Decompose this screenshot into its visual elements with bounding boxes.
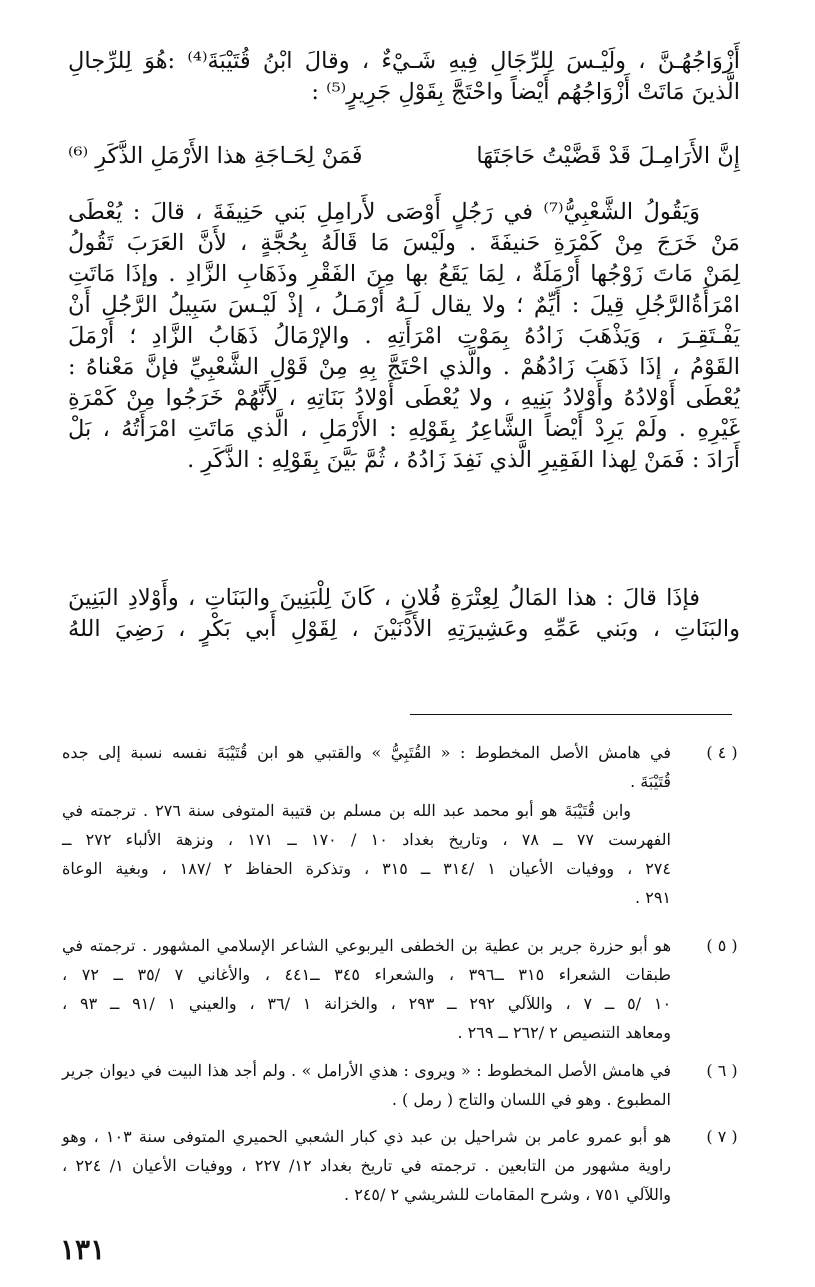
footnote-line: ٢٧٤ ، ووفيات الأعيان ١ /٣١٤ ــ ٣١٥ ، وتذكرة الحفاظ ٢ /١٨٧ ، وبغية الوعاة <box>62 859 671 878</box>
text-line: وَيَقُولُ الشَّعْبِيُّ⁽⁷⁾ في رَجُلٍ أَوْصَى لأَرامِلِ بَني حَنِيفَةَ ، قالَ : يُعْطَى <box>68 199 700 225</box>
footnote-line: وابن قُتَيْبَةَ هو أبو محمد عبد الله بن مسلم بن قتيبة المتوفى سنة ٢٧٦ . ترجمته في <box>62 801 631 820</box>
footnote-number: ( ٧ ) <box>706 1127 738 1146</box>
text-line: غَيْرِهِ . ولَمْ يَرِدْ أَيْضاً الشَّاعِرُ بِقَوْلِهِ : الأَرْمَلِ ، الَّذي مَاتَتِ امْرَأَتُهُ ، بَلْ <box>68 416 740 442</box>
footnote-line: في هامش الأصل المخطوط : « القُتَبِيُّ » والقتبي هو ابن قُتَيْبَةَ نفسه نسبة إلى جده <box>62 743 671 762</box>
text-line: أَزْوَاجُهُـنَّ ، ولَيْـسَ لِلرِّجَالِ فِيهِ شَـيْءٌ ، وقالَ ابْنُ قُتَيْبَةَ⁽⁴⁾ :هُوَ لِلرِّجالِ <box>68 48 741 74</box>
poetry-verse <box>68 139 740 173</box>
verse-first-hemistich: إِنَّ الأَرَامِـلَ قَدْ قَضَّيْتُ حَاجَتَهَا <box>476 143 740 169</box>
footnote-line: راوية مشهور من التابعين . ترجمته في تاريخ بغداد ١٢/ ٢٢٧ ، ووفيات الأعيان ١/ ٢٢٤ ، <box>62 1156 671 1175</box>
footnote-body <box>62 931 671 1047</box>
verse-second-hemistich: فَمَنْ لِحَـاجَةِ هذا الأَرْمَلِ الذَّكَرِ ⁽⁶⁾ <box>68 143 363 169</box>
footnote-body <box>62 1056 671 1114</box>
footnote-4 <box>62 738 747 908</box>
footnote-separator <box>410 714 732 715</box>
footnote-line: في هامش الأصل المخطوط : « ويروى : هذي الأرامل » . ولم أجد هذا البيت في ديوان جرير <box>62 1061 671 1080</box>
footnote-7 <box>62 1122 747 1209</box>
footnote-line: ومعاهد التنصيص ٢ /٢٦٢ ــ ٢٦٩ . <box>457 1023 671 1042</box>
footnote-body <box>62 1122 671 1209</box>
footnote-6 <box>62 1056 747 1114</box>
footnote-line: واللآلي ٧٥١ ، وشرح المقامات للشريشي ٢ /٢٤٥ . <box>344 1185 671 1204</box>
footnote-line: ١٠ /٥ ــ ٧ ، واللآلي ٢٩٢ ــ ٢٩٣ ، والخزانة ١ /٣٦ ، والعيني ١ /٩١ ــ ٩٣ ، <box>62 994 672 1013</box>
footnote-5 <box>62 931 747 1047</box>
text-line: امْرَأَةُالرَّجُلِ قِيلَ : أَيِّمٌ ؛ ولا يقال لَـهُ أَرْمَـلُ ، إذْ لَيْـسَ سَبِيلُ الرَّجُلِ أَنْ <box>68 292 740 318</box>
text-line: مَنْ خَرَجَ مِنْ كَمْرَةِ حَنيفَةَ . ولَيْسَ مَا قَالَهُ بِحُجَّةٍ ، لأَنَّ العَرَبَ تَقُولُ <box>68 230 740 256</box>
footnote-number: ( ٥ ) <box>706 936 738 955</box>
main-text-opening <box>68 46 740 108</box>
footnote-body <box>62 738 671 912</box>
text-line: القَوْمُ ، إذَا ذَهَبَ زَادُهُمْ . والَّذي احْتَجَّ بِهِ مِنْ قَوْلِ الشَّعْبِيِّ فإنَّ مَعْناهُ : <box>68 354 740 380</box>
footnote-line: قُتَيْبَةَ . <box>630 772 671 791</box>
footnote-number: ( ٦ ) <box>706 1061 738 1080</box>
page-number: ١٣١ <box>60 1233 106 1266</box>
paragraph-1 <box>68 197 740 476</box>
footnote-line: طبقات الشعراء ٣١٥ ــ٣٩٦ ، والشعراء ٣٤٥ ــ٤٤١ ، والأغاني ٧ /٣٥ ــ ٧٢ ، <box>62 965 672 984</box>
footnote-number: ( ٤ ) <box>706 743 738 762</box>
text-line: الَّذينَ مَاتَتْ أَزْوَاجُهُم أَيْضاً واحْتَجَّ بِقَوْلِ جَرِيرٍ⁽⁵⁾ : <box>311 79 740 105</box>
paragraph-2 <box>68 583 740 645</box>
text-line: والبَنَاتِ ، وبَني عَمِّهِ وعَشِيرَتِهِ الأَدْنَيْنَ ، لِقَوْلِ أَبي بَكْرٍ ، رَضِيَ اللهُ <box>68 616 740 642</box>
text-line: يُعْطَى أَوْلادُهُ وأَوْلادُ بَنِيهِ ، ولا يُعْطَى أَوْلادُ بَنَاتِهِ ، لأَنَّهُمْ خَرَجُوا مِنْ كَمْرَةِ <box>68 385 740 411</box>
text-line: لِمَنْ مَاتَ زَوْجُها أَرْمَلَةٌ ، لِمَا يَقَعُ بها مِنَ الفَقْرِ وذَهَابِ الزَّادِ . وإذَا مَاتَتِ <box>68 261 740 287</box>
text-line: أَرَادَ : فَمَنْ لِهذا الفَقِيرِ الَّذي نَفِدَ زَادُهُ ، ثُمَّ بَيَّنَ بِقَوْلِهِ : الذَّكَرِ . <box>187 447 740 473</box>
footnote-line: هو أبو عمرو عامر بن شراحيل بن عبد ذي كبار الشعبي الحميري المتوفى سنة ١٠٣ ، وهو <box>62 1127 671 1146</box>
footnote-line: هو أبو حزرة جرير بن عطية بن الخطفى اليربوعي الشاعر الإسلامي المشهور . ترجمته في <box>62 936 672 955</box>
text-line: فإذَا قالَ : هذا المَالُ لِعِتْرَةِ فُلانٍ ، كَانَ لِلْبَنِينَ والبَنَاتِ ، وأَوْلادِ البَنِينَ <box>68 585 700 611</box>
footnote-line: الفهرست ٧٧ ــ ٧٨ ، وتاريخ بغداد ١٠ / ١٧٠ ــ ١٧١ ، ونزهة الألباء ٢٧٢ ــ <box>62 830 672 849</box>
footnote-line: ٢٩١ . <box>635 888 671 907</box>
footnote-line: المطبوع . وهو في اللسان والتاج ( رمل ) . <box>391 1090 671 1109</box>
text-line: يَفْـتَقِـرَ ، وَيَذْهَبَ زَادُهُ بِمَوْتِ امْرَأَتِهِ . والإرْمَالُ ذَهَابُ الزَّادِ ؛ أَرْمَلَ <box>68 323 740 349</box>
